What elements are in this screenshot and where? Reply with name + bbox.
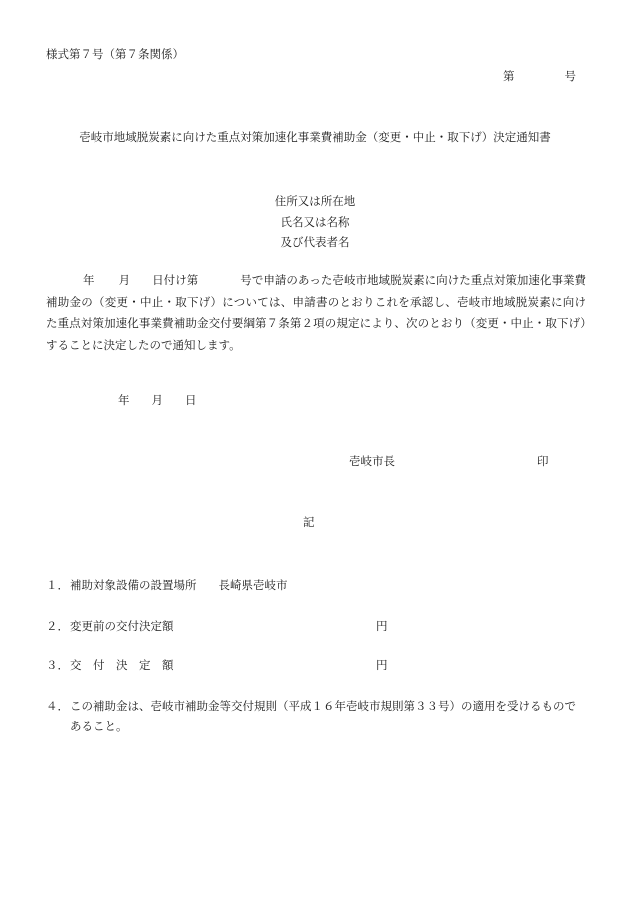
- document-number-prefix: 第: [503, 69, 515, 83]
- item-text-line2: あること。: [70, 719, 128, 733]
- item-number: ４．: [46, 699, 69, 713]
- item-label: 交 付 決 定 額: [70, 658, 174, 672]
- body-day-prefix: 日付け第: [152, 273, 199, 287]
- body-month: 月: [118, 273, 131, 287]
- item-decision-amount: [46, 655, 586, 675]
- item-number: ２．: [46, 619, 69, 633]
- document-title: 壱岐市地域脱炭素に向けた重点対策加速化事業費補助金（変更・中止・取下げ）決定通知書: [79, 130, 551, 144]
- body-text: 号で申請のあった壱岐市地域脱炭素に向けた重点対策加速化事業費補助金の（変更・中止・取下げ）については、申請書のとおりこれを承認し、壱岐市地域脱炭素に向けた重点対策加速化事業費補助金交付要綱第７条第２項の規定により、次のとおり（変更・中止・取下げ）することに決定したので通知します。: [46, 273, 587, 352]
- document-number-suffix: 号: [564, 69, 576, 83]
- recipient-block: [0, 191, 630, 253]
- body-paragraph: [46, 270, 586, 356]
- item-unit: 円: [376, 658, 388, 672]
- document-number: [503, 71, 576, 83]
- item-installation-location: [46, 575, 288, 595]
- issuer-name: 壱岐市長: [349, 454, 395, 468]
- item-regulation-note: [46, 696, 586, 736]
- recipient-representative-label: 及び代表者名: [280, 235, 350, 249]
- seal-mark: 印: [537, 454, 549, 468]
- recipient-address-label: 住所又は所在地: [274, 194, 356, 208]
- item-number: １．: [46, 578, 69, 592]
- item-number: ３．: [46, 658, 69, 672]
- item-value: 長崎県壱岐市: [218, 578, 288, 592]
- form-number: 様式第７号（第７条関係）: [46, 47, 184, 61]
- item-unit: 円: [376, 619, 388, 633]
- date-year: 年: [118, 393, 130, 407]
- item-label: 補助対象設備の設置場所: [70, 578, 197, 592]
- issue-date: [118, 395, 197, 407]
- date-month: 月: [151, 393, 163, 407]
- body-year: 年: [83, 273, 95, 287]
- item-label: 変更前の交付決定額: [70, 619, 174, 633]
- date-day: 日: [185, 393, 197, 407]
- recipient-name-label: 氏名又は名称: [280, 214, 350, 229]
- item-previous-amount: [46, 616, 586, 636]
- ki-heading: 記: [303, 515, 315, 529]
- item-text-line1: この補助金は、壱岐市補助金等交付規則（平成１６年壱岐市規則第３３号）の適用を受けるもので: [70, 699, 576, 713]
